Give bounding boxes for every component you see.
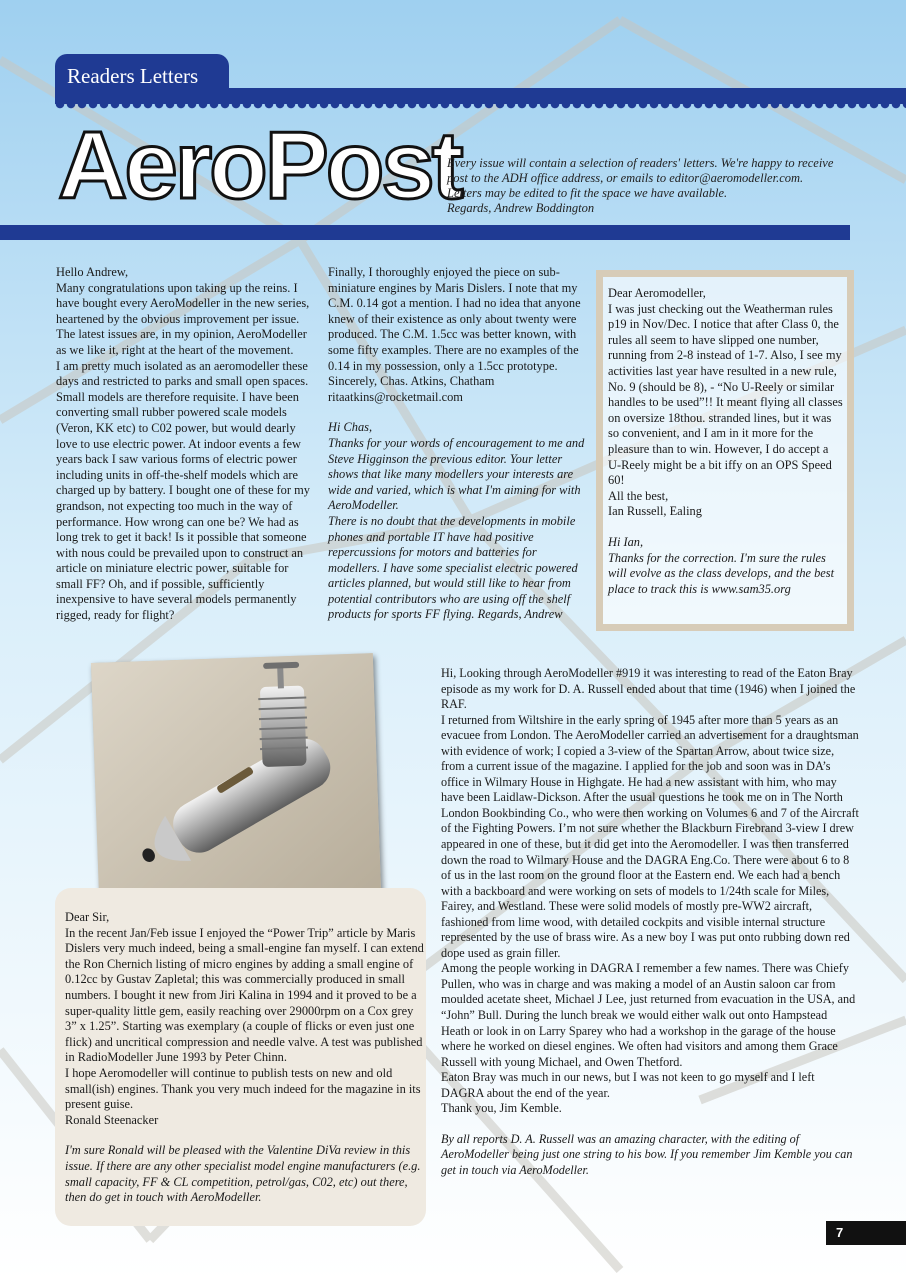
letter-paragraph: I was just checking out the Weatherman rules p19 in Nov/Dec. I notice that after Class 0, the rules all seem to have slipped one number, running from 2-8 instead of 1-7. Also, I see my activities last year have resulted in a new rule, No. 9 (should be 8), - “No U-Reely or similar handles to be used”!! It meant flying all classes on oversize 18thou. stranded lines, but it was so convenient, and I am in it more for the pleasure than to win. However, I do accept a U-Reely might be a bit iffy on an OPS Speed 60! bbox=[608, 301, 843, 488]
letter-atkins bbox=[56, 265, 318, 624]
spacer bbox=[65, 1128, 425, 1143]
engine-photo bbox=[91, 653, 381, 901]
letter-paragraph: Hi, Looking through AeroModeller #919 it was interesting to read of the Eaton Bray episode as my work for D. A. Russell ended about that time (1946) when I joined the RAF. bbox=[441, 666, 856, 712]
intro-line: post to the ADH office address, or emails to editor@aeromodeller.com. bbox=[447, 171, 804, 185]
editor-reply: Thanks for the correction. I'm sure the rules will evolve as the class develops, and the best place to track this is www.sam35.org bbox=[608, 550, 835, 596]
page-title: AeroPost bbox=[58, 112, 461, 219]
letter-signature: Ronald Steenacker bbox=[65, 1112, 159, 1127]
intro-line: Regards, Andrew Boddington bbox=[447, 201, 595, 215]
page-number: 7 bbox=[826, 1221, 906, 1245]
letter-salutation: Hello Andrew, bbox=[56, 265, 129, 279]
letter-paragraph: I returned from Wiltshire in the early spring of 1945 after more than 5 years as an evacuee from London. The AeroModeller carried an advertisement for a draughtsman with evidence of work; I copied a 3-view of the Spartan Arrow, about twice size, from a current issue of the magazine. I applied for the job and soon was in DA’s office in Wilmary House in Highgate. He had a new assistant with him, who may have been Laidlaw-Dickson. After the usual questions he took me on in The North London Bookbinding Co., who were then working on Volumes 6 and 7 of the Aircraft of the Fighting Powers. I’m not sure whether the Blackburn Firebrand 3-view I drew appeared in one of these, but it did get into the Aeromodeller. I was then transferred down the road to Wilmary House and the DAGRA Eng.Co. There were about 6 to 8 of us in the last room on the ground floor at the Eastern end. We each had a bench with a backboard and were working on sets of models to 1/24th scale for Miles, Fairey, and Westland. These were solid models of mostly pre-WW2 aircraft, fashioned from lime wood, with detailed cockpits and visible internal structure represented by the use of brass wire. As a new boy I was put onto rubbing down red dope used as grain filler. bbox=[441, 712, 859, 960]
header-scallop-edge bbox=[55, 104, 906, 112]
editor-reply-salutation: Hi Chas, bbox=[328, 420, 373, 435]
letter-atkins-continued bbox=[328, 265, 586, 623]
intro-text bbox=[447, 156, 867, 216]
editor-reply: There is no doubt that the developments in mobile phones and portable IT have had positive repercussions for motors and batteries for modellers. I have some specialist electric powered articles planned, but would still like to hear from potential contributors who are using off the shelf products for sports FF flying. Regards, Andrew bbox=[328, 513, 578, 622]
section-tab: Readers Letters bbox=[55, 54, 229, 100]
letter-kemble bbox=[441, 666, 859, 1179]
intro-line: Letters may be edited to fit the space we have available. bbox=[447, 186, 728, 200]
spacer bbox=[608, 520, 844, 535]
letter-signature: Thank you, Jim Kemble. bbox=[441, 1101, 562, 1116]
header-divider bbox=[0, 225, 850, 240]
letter-paragraph: In the recent Jan/Feb issue I enjoyed the “Power Trip” article by Maris Dislers very much indeed, being a small-engine fan myself. I can extend the Ron Chernich listing of micro engines by adding a small engine of 0.12cc by Gustav Zapletal; this was commercially produced in small numbers. I bought it new from Jiri Kalina in 1994 and it proved to be a super-quality little gem, easily reaching over 29000rpm on a Cox grey 3” x 1.25”. Starting was exemplary (a couple of flicks or even just one flick) and uncritical compression and needle valve. A test was published in RadioModeller June 1993 by Peter Chinn. bbox=[65, 925, 424, 1065]
intro-line: Every issue will contain a selection of readers' letters. We're happy to receive bbox=[447, 156, 834, 170]
letter-email: ritaatkins@rocketmail.com bbox=[328, 389, 463, 404]
letter-steenacker bbox=[65, 910, 425, 1206]
letter-salutation: Dear Aeromodeller, bbox=[608, 286, 706, 300]
letter-signoff: All the best, bbox=[608, 488, 669, 503]
letter-russell bbox=[608, 286, 844, 597]
letter-paragraph: I am pretty much isolated as an aeromodeller these days and restricted to parks and small open spaces. Small models are therefore requisite. I have been converting small rubber powered scale models (Veron, KK etc) to C02 power, but would dearly love to use electric power. At indoor events a few years back I saw various forms of electric power including units in off-the-shelf models which are charged up by battery. I bought one of these for my grandson, not expecting too much in the way of performance. How wrong can one be? We had as long trek to get it back! Is it possible that someone with nous could be prevailed upon to construct an article on miniature electric power, suitable for small FF? Oh, and if possible, sufficiently inexpensive to have several models permanently rigged, ready for flight? bbox=[56, 358, 310, 623]
letter-signature: Sincerely, Chas. Atkins, Chatham bbox=[328, 374, 495, 389]
letter-salutation: Dear Sir, bbox=[65, 910, 110, 924]
letter-paragraph: Eaton Bray was much in our news, but I was not keen to go myself and I left DAGRA about the end of the year. bbox=[441, 1070, 815, 1100]
spacer bbox=[328, 405, 586, 420]
editor-reply: Thanks for your words of encouragement to me and Steve Higginson the previous editor. Your letter shows that like many modellers your interests are wide and varied, which is what I'm aiming for with AeroModeller. bbox=[328, 435, 585, 513]
editor-reply-salutation: Hi Ian, bbox=[608, 534, 644, 549]
model-engine-illustration bbox=[91, 653, 381, 901]
letter-paragraph: I hope Aeromodeller will continue to publish tests on new and old small(ish) engines. Thank you very much indeed for the magazine in its present guise. bbox=[65, 1065, 421, 1112]
letter-paragraph: Among the people working in DAGRA I remember a few names. There was Chiefy Pullen, who was in charge and was making a model of an Austin saloon car from moulded acetate sheet, Michael J Lee, just returned from evacuation in the USA, and “John” Bull. During the lunch break we would either walk out onto Hampstead Heath or look in on Larry Sparey who had a workshop in the garage of the house where he worked on diesel engines. We often had visitors and among them Grace Russell with young Michael, and Owen Thetford. bbox=[441, 961, 856, 1069]
letter-paragraph: Many congratulations upon taking up the reins. I have bought every AeroModeller in the new series, heartened by the obvious improvement per issue. The latest issues are, in my opinion, AeroModeller as we like it, right at the heart of the movement. bbox=[56, 280, 310, 357]
letter-paragraph: Finally, I thoroughly enjoyed the piece on sub-miniature engines by Maris Dislers. I note that my C.M. 0.14 got a mention. I had no idea that anyone knew of their existence as only about twenty were produced. The C.M. 1.5cc was better known, with some fifty examples. There are no examples of the 0.14 in my possession, only a 1.5cc prototype. bbox=[328, 265, 581, 373]
header-band bbox=[55, 88, 906, 104]
editor-reply: By all reports D. A. Russell was an amazing character, with the editing of AeroModeller being just one string to his bow. If you remember Jim Kemble you can get in touch via AeroModeller. bbox=[441, 1131, 853, 1177]
editor-reply: I'm sure Ronald will be pleased with the Valentine DiVa review in this issue. If there are any other specialist model engine manufacturers (e.g. small capacity, FF & CL competition, petrol/gas, C02, etc) out there, then do get in touch with AeroModeller. bbox=[65, 1143, 421, 1205]
letter-signature: Ian Russell, Ealing bbox=[608, 504, 702, 519]
spacer bbox=[441, 1117, 859, 1132]
